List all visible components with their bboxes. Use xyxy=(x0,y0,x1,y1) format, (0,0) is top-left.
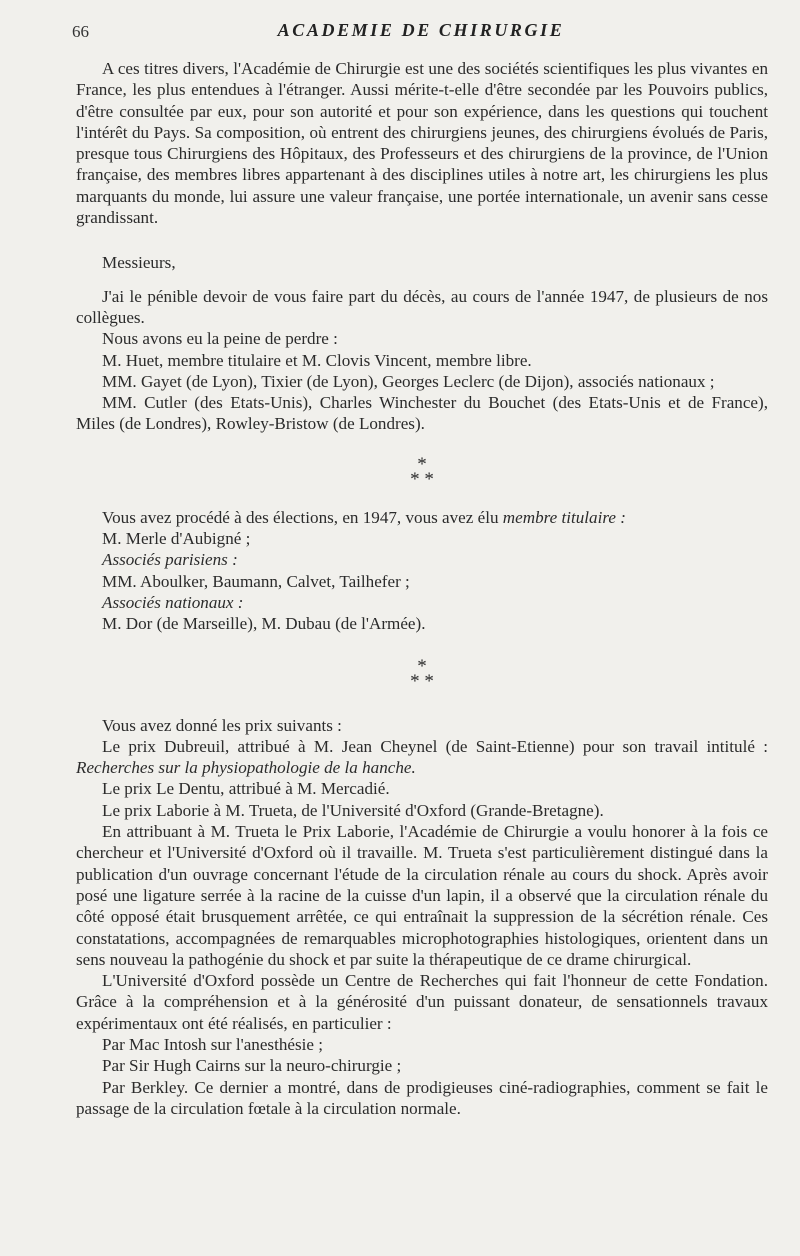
paragraph-academie-titles: A ces titres divers, l'Académie de Chirurgie est une des sociétés scientifiques les plus vivantes en France, les plus entendues à l'étranger. Aussi mérite-t-elle d'être secondée par les Pouvoirs publics, d'être consultée par eux, pour son autorité et pour son expérience, dans les questions qui touchent l'intérêt du Pays. Sa composition, où entrent des chirurgiens jeunes, des chirurgiens évolués de Paris, presque tous Chirurgiens des Hôpitaux, des Professeurs et des chirurgiens de la province, de l'Union française, des membres libres appartenant à des disciplines utiles à notre art, les chirurgiens les plus marquants du monde, lui assure une valeur française, une portée internationale, un avenir sans cesse grandissant. xyxy=(76,59,768,228)
parisian-associates-heading: Associés parisiens : xyxy=(102,550,238,570)
prize-dubreuil-title: Recherches sur la physiopathologie de la hanche. xyxy=(76,758,416,778)
paragraph-national-deaths: MM. Gayet (de Lyon), Tixier (de Lyon), Georges Leclerc (de Dijon), associés nationaux ; xyxy=(102,371,715,391)
paragraph-oxford: L'Université d'Oxford possède un Centre de Recherches qui fait l'honneur de cette Fondation. Grâce à la compréhension et à la générosité d'un puissant donateur, de sensationnels travaux expérimentaux ont été réalisés, en particulier : xyxy=(76,971,768,1033)
prize-dubreuil-text: Le prix Dubreuil, attribué à M. Jean Cheynel (de Saint-Etienne) pour son travail intitulé : xyxy=(102,736,768,756)
paragraph-elections xyxy=(76,507,768,528)
separator-top-star: * xyxy=(417,453,427,475)
separator-bottom-stars: * * xyxy=(410,468,434,490)
separator-top-star-2: * xyxy=(417,655,427,677)
section-separator xyxy=(76,453,768,490)
paragraph-titular-deaths: M. Huet, membre titulaire et M. Clovis Vincent, membre libre. xyxy=(102,350,532,370)
salutation: Messieurs, xyxy=(102,253,176,273)
paragraph-mac-intosh: Par Mac Intosh sur l'anesthésie ; xyxy=(102,1034,323,1054)
separator-bottom-stars-2: * * xyxy=(410,670,434,692)
page-number: 66 xyxy=(72,22,89,41)
paragraph-deaths-intro: J'ai le pénible devoir de vous faire part du décès, au cours de l'année 1947, de plusieurs de nos collègues. xyxy=(76,286,768,327)
paragraph-loss: Nous avons eu la peine de perdre : xyxy=(102,329,338,349)
running-title: ACADEMIE DE CHIRURGIE xyxy=(277,20,565,40)
section-separator-2 xyxy=(76,655,768,692)
national-associates-names: M. Dor (de Marseille), M. Dubau (de l'Armée). xyxy=(102,614,426,634)
paragraph-prize-dentu: Le prix Le Dentu, attribué à M. Mercadié. xyxy=(102,779,390,799)
paragraph-cairns: Par Sir Hugh Cairns sur la neuro-chirurgie ; xyxy=(102,1056,402,1076)
paragraph-prize-dubreuil xyxy=(76,736,768,779)
parisian-associates-names: MM. Aboulker, Baumann, Calvet, Tailhefer ; xyxy=(102,571,410,591)
paragraph-trueta: En attribuant à M. Trueta le Prix Laborie, l'Académie de Chirurgie a voulu honorer à la fois ce chercheur et l'Université d'Oxford où il travaille. M. Trueta s'est particulièrement distingué dans la publication d'un ouvrage concernant l'étude de la circulation rénale au cours du shock. Après avoir posé une ligature serrée à la racine de la cuisse d'un lapin, il a observé que la circulation rénale du côté opposé était brusquement arrêtée, ce qui entraînait la suppression de la sécrétion rénale. Ces constatations, accompagnées de remarquables microphotographies histologiques, orientent dans un sens nouveau la pathogénie du shock et par suite la thérapeutique de ce drame chirurgical. xyxy=(76,822,768,969)
elections-intro-italic: membre titulaire : xyxy=(502,507,626,527)
paragraph-prize-laborie: Le prix Laborie à M. Trueta, de l'Université d'Oxford (Grande-Bretagne). xyxy=(102,800,604,820)
paragraph-berkley: Par Berkley. Ce dernier a montré, dans de prodigieuses ciné-radiographies, comment se fait le passage de la circulation fœtale à la circulation normale. xyxy=(76,1077,768,1118)
body-text xyxy=(76,58,768,1119)
elected-titular: M. Merle d'Aubigné ; xyxy=(102,529,251,549)
national-associates-heading: Associés nationaux : xyxy=(102,592,244,612)
page-header xyxy=(72,18,770,48)
paragraph-prizes-intro: Vous avez donné les prix suivants : xyxy=(102,715,342,735)
paragraph-foreign-deaths: MM. Cutler (des Etats-Unis), Charles Winchester du Bouchet (des Etats-Unis et de France), Miles (de Londres), Rowley-Bristow (de Londres). xyxy=(76,393,768,434)
elections-intro: Vous avez procédé à des élections, en 1947, vous avez élu xyxy=(102,507,499,527)
